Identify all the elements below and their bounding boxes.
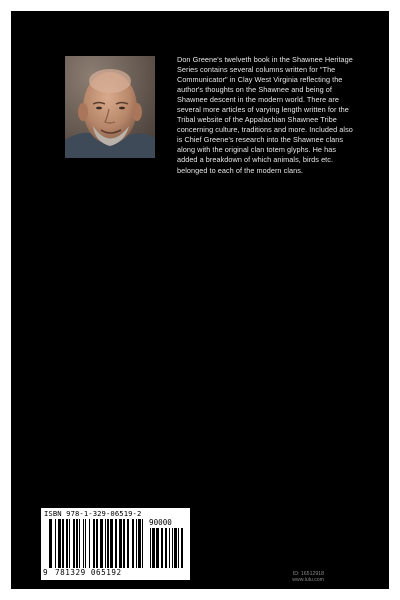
author-photo <box>65 56 155 158</box>
back-cover <box>11 11 389 589</box>
barcode-bars <box>49 519 147 568</box>
isbn-number: ISBN 978-1-329-06519-2 <box>44 509 142 518</box>
barcode-digits: 781329 065192 <box>55 568 122 577</box>
publisher-url: www.lulu.com <box>292 577 324 584</box>
publisher-info <box>292 571 324 584</box>
isbn-barcode <box>41 508 190 580</box>
price-code: 90000 <box>149 518 172 527</box>
publisher-id: ID: 16512918 <box>292 571 324 577</box>
book-description: Don Greene's twelveth book in the Shawnee Heritage Series contains several columns written for "The Communicator" in Clay West Virginia reflecting the author's thoughts on the Shawnee and being of Shawnee descent in the modern world. There are several more articles of varying length written for the Tribal website of the Appalachian Shawnee Tribe concerning culture, traditions and more. Included also is Chief Greene's research into the Shawnee clans along with the original clan totem glyphs. He has added a breakdown of which animals, birds etc. belonged to each of the modern clans. <box>177 55 353 175</box>
barcode-first-digit: 9 <box>43 568 48 577</box>
price-barcode-bars <box>150 528 184 568</box>
